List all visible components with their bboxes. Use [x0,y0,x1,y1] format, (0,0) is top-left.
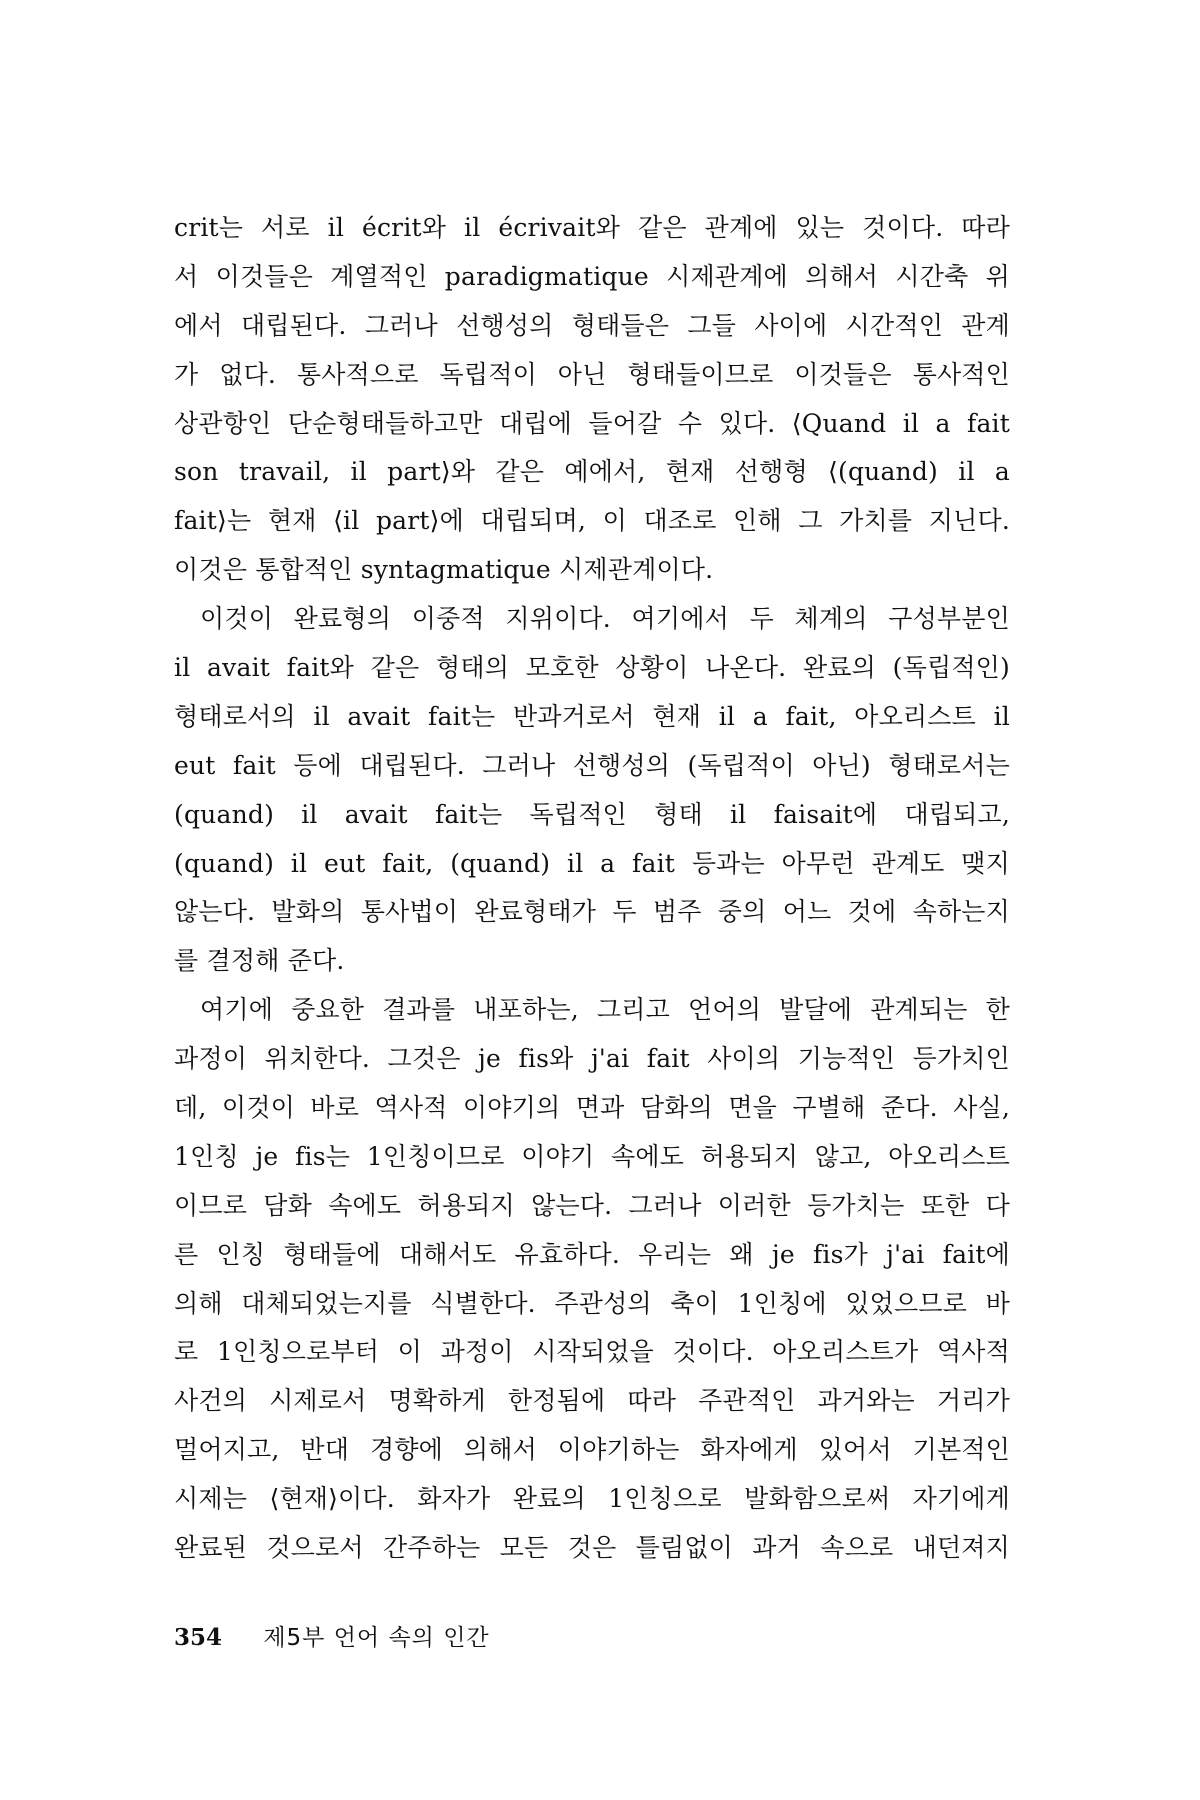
book-page [174,204,1010,1651]
text-line: 데, 이것이 바로 역사적 이야기의 면과 담화의 면을 구별해 준다. 사실, [174,1093,1010,1123]
text-line: 서 이것들은 계열적인 paradigmatique 시제관계에 의해서 시간축 위 [174,261,1010,291]
text-line: fait⟩는 현재 ⟨il part⟩에 대립되며, 이 대조로 인해 그 가치를 지닌다. [174,506,1010,536]
text-line: 사건의 시제로서 명확하게 한정됨에 따라 주관적인 과거와는 거리가 [174,1386,1010,1416]
text-line: 1인칭 je fis는 1인칭이므로 이야기 속에도 허용되지 않고, 아오리스트 [174,1141,1010,1171]
text-line: 시제는 ⟨현재⟩이다. 화자가 완료의 1인칭으로 발화함으로써 자기에게 [174,1484,1010,1514]
text-line: son travail, il part⟩와 같은 예에서, 현재 선행형 ⟨(quand) il a [174,457,1010,487]
text-line: 않는다. 발화의 통사법이 완료형태가 두 범주 중의 어느 것에 속하는지 [174,897,1010,927]
text-line: 로 1인칭으로부터 이 과정이 시작되었을 것이다. 아오리스트가 역사적 [174,1337,1010,1367]
text-line: 과정이 위치한다. 그것은 je fis와 j'ai fait 사이의 기능적인 등가치인 [174,1044,1010,1074]
text-line: 멀어지고, 반대 경향에 의해서 이야기하는 화자에게 있어서 기본적인 [174,1435,1010,1465]
text-line: 이것이 완료형의 이중적 지위이다. 여기에서 두 체계의 구성부분인 [200,604,1010,634]
text-line: eut fait 등에 대립된다. 그러나 선행성의 (독립적이 아닌) 형태로서는 [174,750,1010,780]
page-number: 354 [174,1624,223,1651]
running-head: 제5부 언어 속의 인간 [263,1625,490,1651]
text-line: (quand) il avait fait는 독립적인 형태 il faisait에 대립되고, [174,799,1010,829]
text-line: 형태로서의 il avait fait는 반과거로서 현재 il a fait, 아오리스트 il [174,701,1010,731]
text-line: crit는 서로 il écrit와 il écrivait와 같은 관계에 있는 것이다. 따라 [174,213,1010,242]
text-line: 른 인칭 형태들에 대해서도 유효하다. 우리는 왜 je fis가 j'ai fait에 [174,1239,1010,1269]
text-line: 여기에 중요한 결과를 내포하는, 그리고 언어의 발달에 관계되는 한 [200,995,1010,1025]
text-line: 가 없다. 통사적으로 독립적이 아닌 형태들이므로 이것들은 통사적인 [174,359,1010,389]
page-footer [174,1618,490,1658]
text-line: il avait fait와 같은 형태의 모호한 상황이 나온다. 완료의 (독립적인) [174,653,1010,683]
text-line: 이것은 통합적인 syntagmatique 시제관계이다. [174,555,714,585]
text-line: (quand) il eut fait, (quand) il a fait 등과는 아무런 관계도 맺지 [174,848,1010,878]
text-line: 의해 대체되었는지를 식별한다. 주관성의 축이 1인칭에 있었으므로 바 [174,1288,1010,1318]
text-line: 이므로 담화 속에도 허용되지 않는다. 그러나 이러한 등가치는 또한 다 [174,1190,1010,1220]
text-line: 완료된 것으로서 간주하는 모든 것은 틀림없이 과거 속으로 내던져지 [174,1533,1010,1563]
text-line: 에서 대립된다. 그러나 선행성의 형태들은 그들 사이에 시간적인 관계 [174,310,1010,340]
text-line: 상관항인 단순형태들하고만 대립에 들어갈 수 있다. ⟨Quand il a fait [174,408,1010,438]
text-line: 를 결정해 준다. [174,946,345,976]
body-text [174,204,1010,1573]
